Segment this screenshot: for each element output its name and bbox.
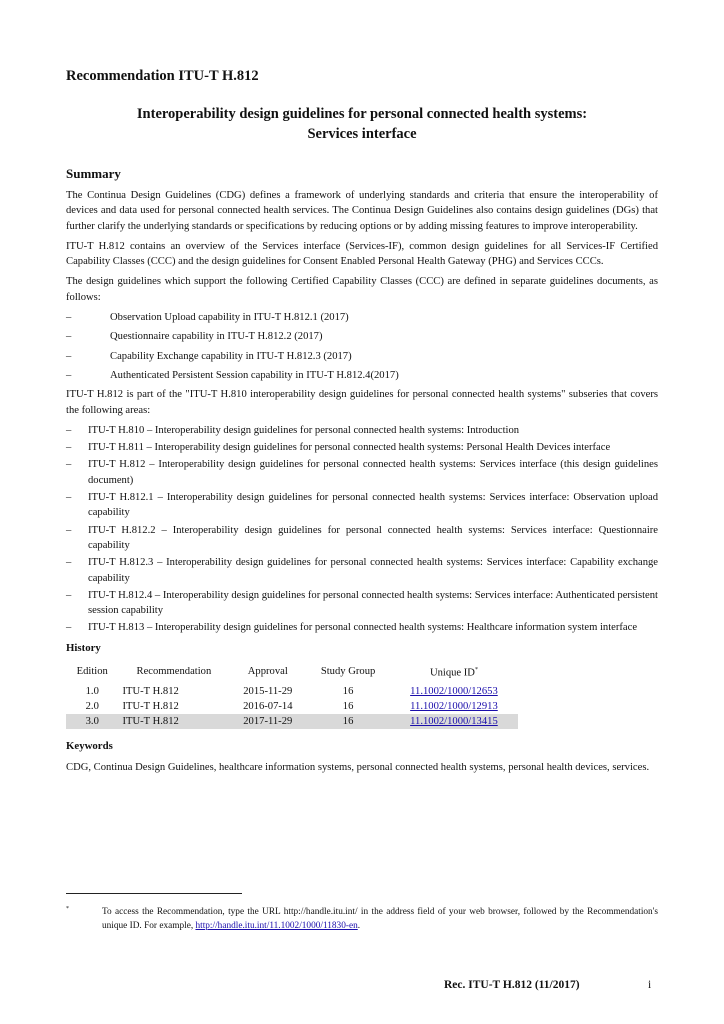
list-item-text: ITU-T H.811 – Interoperability design guidelines for personal connected health systems: Personal Health Devices interface [88, 442, 611, 454]
history-table [66, 662, 518, 729]
summary-paragraph-4: ITU-T H.812 is part of the "ITU-T H.810 interoperability design guidelines for personal connected health systems" subseries that covers the following areas: [66, 389, 658, 416]
cell-approval: 2017-11-29 [229, 714, 306, 729]
document-title-line2: Services interface [307, 126, 417, 142]
col-edition: Edition [76, 666, 108, 678]
list-item [66, 368, 658, 383]
cell-unique-id [390, 684, 518, 699]
footnote-ref: * [474, 667, 478, 674]
dash-bullet: – [66, 312, 72, 324]
dash-bullet: – [66, 524, 72, 536]
ccc-list [66, 310, 658, 383]
cell-approval: 2016-07-14 [243, 700, 293, 712]
list-item [66, 457, 658, 488]
cell-recommendation: ITU-T H.812 [119, 714, 230, 729]
footnote-divider [66, 893, 242, 894]
table-row [66, 714, 518, 729]
document-title [66, 104, 658, 144]
dash-bullet: – [66, 492, 72, 504]
col-approval: Approval [247, 666, 288, 678]
unique-id-link[interactable]: 11.1002/1000/13415 [410, 715, 498, 727]
document-title-line1: Interoperability design guidelines for personal connected health systems: [136, 106, 588, 122]
list-item [66, 440, 658, 455]
list-item [66, 329, 658, 344]
list-item-text: Questionnaire capability in ITU-T H.812.2 (2017) [110, 331, 323, 343]
cell-study-group: 16 [342, 700, 354, 712]
list-item-text: Authenticated Persistent Session capability in ITU-T H.812.4(2017) [110, 369, 399, 381]
list-item [66, 490, 658, 521]
list-item-text: ITU-T H.812.4 – Interoperability design guidelines for personal connected health systems: Services interface: Authenticated persistent session capability [88, 589, 658, 617]
col-unique-id-label: Unique ID [429, 667, 475, 679]
col-unique-id [390, 662, 518, 684]
cell-unique-id [390, 714, 518, 729]
keywords-heading: Keywords [66, 739, 113, 752]
unique-id-link[interactable]: 11.1002/1000/12913 [410, 700, 498, 712]
dash-bullet: – [66, 369, 72, 381]
list-item [66, 620, 658, 635]
list-item-text: ITU-T H.812.1 – Interoperability design guidelines for personal connected health systems: Services interface: Observation upload capability [88, 492, 658, 519]
summary-body [66, 188, 658, 780]
dash-bullet: – [66, 459, 72, 471]
footnote-text-after: . [357, 920, 361, 931]
dash-bullet: – [66, 424, 72, 436]
summary-paragraph-3: The design guidelines which support the following Certified Capability Classes (CCC) are defined in separate guidelines documents, as follows: [66, 276, 658, 303]
cell-unique-id [390, 699, 518, 714]
cell-recommendation: ITU-T H.812 [122, 700, 179, 712]
page-footer-label: Rec. ITU-T H.812 (11/2017) [444, 979, 580, 991]
summary-heading: Summary [66, 166, 121, 181]
list-item [66, 423, 658, 438]
dash-bullet: – [66, 350, 72, 362]
footnote-example-link[interactable]: http://handle.itu.int/11.1002/1000/11830-en [195, 920, 358, 931]
list-item [66, 523, 658, 554]
history-header-row [66, 662, 518, 684]
list-item-text: ITU-T H.812 – Interoperability design guidelines for personal connected health systems: Services interface (this design guidelines document) [88, 459, 658, 486]
list-item-text: ITU-T H.813 – Interoperability design guidelines for personal connected health systems: Healthcare information system interface [88, 622, 638, 634]
cell-approval: 2015-11-29 [243, 685, 293, 697]
summary-paragraph-1: The Continua Design Guidelines (CDG) defines a framework of underlying standards and criteria that ensure the interoperability of devices and data used for personal connected health services. The Continua Design Guidelines also contains design guidelines (DGs) that further clarify the underlying standards or specifications by reducing options or by adding missing features to improve interoperability. [66, 190, 658, 232]
list-item [66, 310, 658, 325]
list-item-text: Capability Exchange capability in ITU-T H.812.3 (2017) [110, 350, 352, 362]
table-row [66, 699, 518, 714]
footnote-text-before: To access the Recommendation, type the URL http://handle.itu.int/ in the address field of your web browser, followed by the Recommendation's unique ID. For example, [102, 907, 658, 931]
list-item-text: Observation Upload capability in ITU-T H.812.1 (2017) [110, 312, 349, 324]
footnote [66, 906, 658, 933]
list-item-text: ITU-T H.810 – Interoperability design guidelines for personal connected health systems: Introduction [88, 424, 520, 436]
table-row [66, 684, 518, 699]
recommendation-title: Recommendation ITU-T H.812 [66, 68, 259, 84]
col-recommendation: Recommendation [136, 666, 212, 678]
cell-edition: 2.0 [85, 700, 99, 712]
col-study-group: Study Group [320, 666, 376, 678]
list-item [66, 555, 658, 586]
list-item-text: ITU-T H.812.3 – Interoperability design guidelines for personal connected health systems: Services interface: Capability exchange capability [88, 557, 658, 584]
dash-bullet: – [66, 557, 72, 569]
cell-edition: 3.0 [66, 714, 119, 729]
cell-study-group: 16 [342, 685, 354, 697]
unique-id-link[interactable]: 11.1002/1000/12653 [410, 685, 498, 697]
keywords-text: CDG, Continua Design Guidelines, healthcare information systems, personal connected health systems, personal health devices, services. [66, 762, 650, 774]
dash-bullet: – [66, 331, 72, 343]
cell-study-group: 16 [306, 714, 390, 729]
cell-edition: 1.0 [85, 685, 99, 697]
dash-bullet: – [66, 442, 72, 454]
summary-paragraph-2: ITU-T H.812 contains an overview of the Services interface (Services-IF), common design guidelines for all Services-IF Certified Capability Classes (CCC) and the design guidelines for Consent Enabled Personal Health Gateway (PHG) and Services CCCs. [66, 240, 658, 268]
list-item-text: ITU-T H.812.2 – Interoperability design guidelines for personal connected health systems: Services interface: Questionnaire capability [88, 524, 658, 551]
page-number: i [648, 979, 652, 991]
footnote-mark: * [66, 906, 69, 912]
history-heading: History [66, 641, 101, 654]
footnote-text [102, 906, 658, 933]
cell-recommendation: ITU-T H.812 [122, 685, 179, 697]
series-list [66, 423, 658, 636]
dash-bullet: – [66, 589, 72, 601]
list-item [66, 349, 658, 364]
dash-bullet: – [66, 622, 72, 634]
list-item [66, 588, 658, 619]
